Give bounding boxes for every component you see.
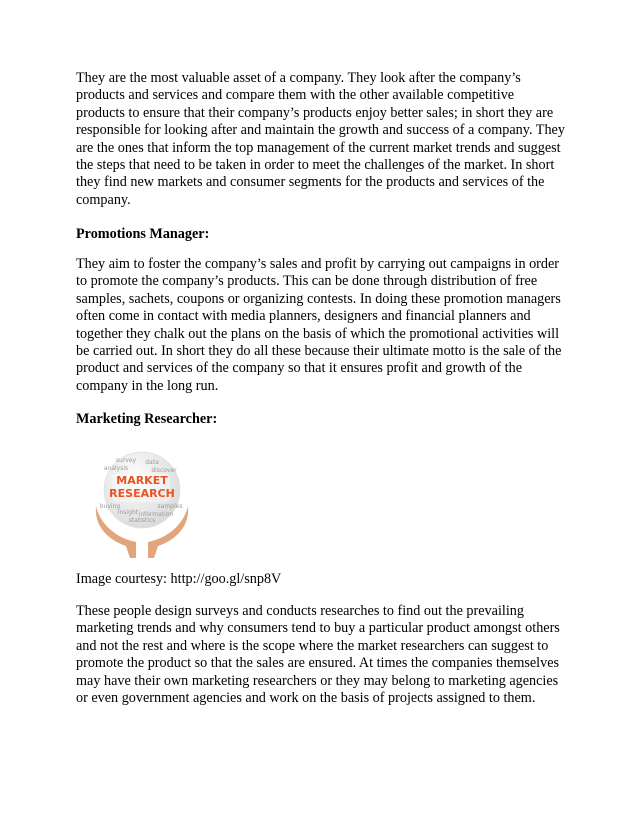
- promotions-manager-paragraph: They aim to foster the company’s sales and profit by carrying out campaigns in order to promote the company’s products. This can be done through distribution of free samples, sachets, coupons or organizing contests. In doing these promotion managers often come in contact with media planners, designers and financial planners and together they chalk out the plans on the basis of which the promotional activities will be carried out. In short they do all these because their ultimate motto is the sale of the product and services of the company so that it ensures profit and growth of the company in the long run.: [76, 256, 562, 394]
- sphere-word: discover: [151, 467, 177, 474]
- intro-paragraph: They are the most valuable asset of a company. They look after the company’s products and services and compare them with the other available competitive products to ensure that their company’s products enjoy better sales; in short they are responsible for looking after and maintain the growth and success of a company. They are the ones that inform the top management of the current market trends and suggest the steps that need to be taken in order to meet the challenges of the market. In short they find new markets and consumer segments for the products and services of the company.: [76, 70, 565, 208]
- sphere-word: analysis: [103, 465, 129, 472]
- sphere-word: data: [145, 459, 159, 466]
- sphere-word: samples: [157, 503, 183, 510]
- market-research-image: [86, 446, 198, 558]
- sphere-label-research: RESEARCH: [109, 487, 175, 500]
- marketing-researcher-paragraph: These people design surveys and conducts researches to find out the prevailing marketing trends and why consumers tend to buy a particular product amongst others and not the rest and where is the scope where the market researchers can suggest to promote the product so that the sales are ensured. At times the companies themselves may have their own marketing researchers or they may belong to marketing agencies or even government agencies and work on the basis of projects assigned to them.: [76, 603, 560, 707]
- market-research-illustration: [86, 446, 198, 558]
- sphere-word: buying: [99, 503, 121, 510]
- promotions-manager-heading: Promotions Manager:: [76, 226, 210, 242]
- sphere-word: survey: [115, 457, 137, 464]
- sphere-word: insight: [117, 509, 139, 516]
- marketing-researcher-heading: Marketing Researcher:: [76, 411, 218, 427]
- image-caption: Image courtesy: http://goo.gl/snp8V: [76, 571, 282, 587]
- sphere-word: information: [138, 511, 174, 518]
- sphere-label-market: MARKET: [116, 474, 168, 487]
- sphere-word: statistics: [128, 517, 156, 524]
